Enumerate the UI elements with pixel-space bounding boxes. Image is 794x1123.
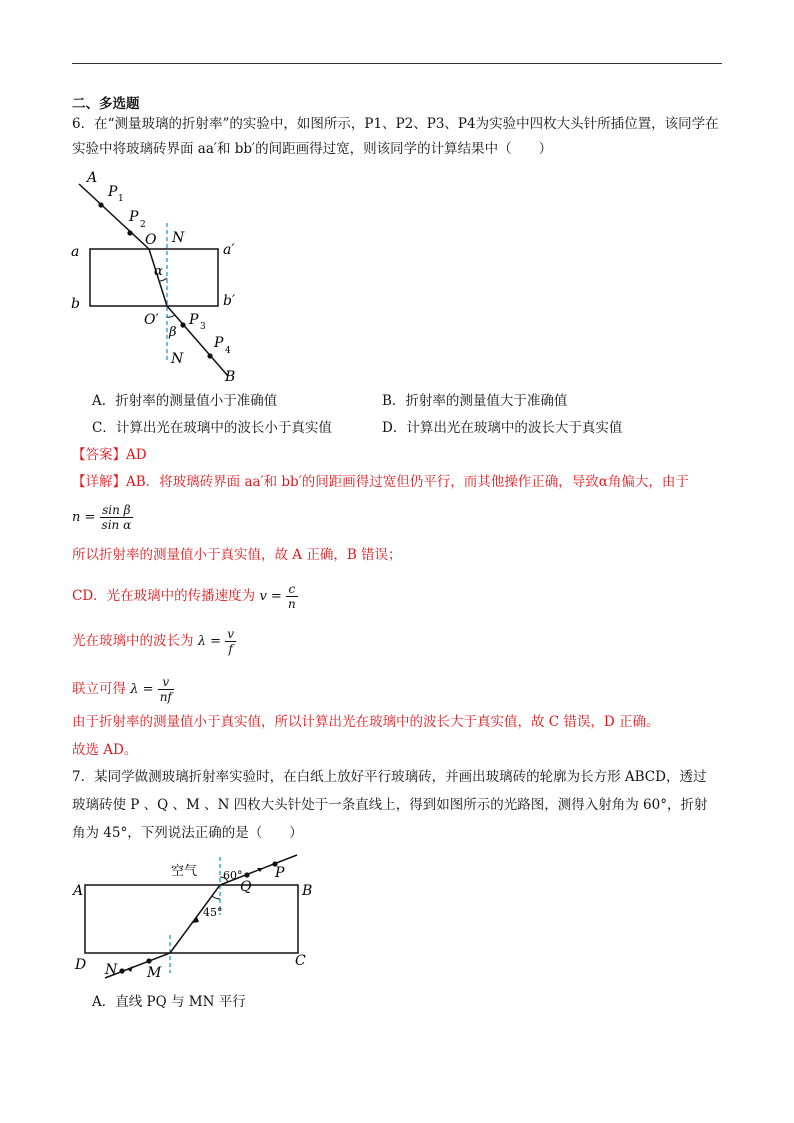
label-beta: β [169,325,177,340]
formula-n-den: sin α [101,518,132,532]
beta-arc [167,315,175,317]
q6-detail-line4 [72,627,236,656]
pin-p3 [180,322,185,327]
pin-M [146,958,151,963]
q6-option-c: C．计算出光在玻璃中的波长小于真实值 [92,420,332,436]
q6-stem-line1: 6．在“测量玻璃的折射率”的实验中，如图所示，P1、P2、P3、P4为实验中四枚大头针所插位置，该同学在 [72,116,719,132]
pin-p2 [127,230,132,235]
label-P2: P [129,209,139,225]
q6-detail-line1: 【详解】AB．将玻璃砖界面 aa′和 bb′的间距画得过宽但仍平行，而其他操作正确，导致α角偏大，由于 [72,474,689,490]
label-alpha: α [154,264,163,279]
formula-n [72,503,133,532]
label-a: a [71,244,80,260]
label-D7: D [75,957,87,973]
label-angle45: 45° [203,906,223,919]
formula-lambda-num: v [227,627,234,641]
q7-stem-line1: 7．某同学做测玻璃折射率实验时，在白纸上放好平行玻璃砖，并画出玻璃砖的轮廓为长方形 ABCD，透过 [72,769,707,785]
q6-detail-line7: 故选 AD。 [72,742,138,758]
q6-detail-line5 [72,675,174,704]
angle45-arc [212,896,220,899]
q6-detail-line6: 由于折射率的测量值小于真实值，所以计算出光在玻璃中的波长大于真实值，故 C 错误，D 正确。 [72,714,660,730]
formula-n-num: sin β [100,503,134,518]
q6-detail-line2: 所以折射率的测量值小于真实值，故 A 正确，B 错误； [72,547,402,563]
label-P4: P [214,335,224,351]
pin-p1 [98,202,103,207]
q7-light-ray [105,855,297,978]
q6-detail-line5-text: 联立可得 [72,681,126,697]
label-A: A [87,170,98,186]
label-B7: B [302,883,313,899]
label-B: B [225,369,236,385]
light-ray [79,184,228,376]
q7-stem-line3: 角为 45°，下列说法正确的是（ ） [72,825,303,841]
pin-p4 [207,353,212,358]
section-title: 二、多选题 [72,96,140,112]
q6-option-a: A．折射率的测量值小于准确值 [92,393,278,409]
formula-lambda2-lhs: λ = [130,682,154,697]
q6-option-b: B．折射率的测量值大于准确值 [382,393,568,409]
label-P1: P [108,184,118,200]
label-O: O [145,232,157,248]
label-O-prime: O′ [144,312,159,328]
glass-block-abcd [85,885,298,953]
q6-answer: 【答案】AD [72,447,147,463]
label-M7: M [147,965,162,981]
label-P1-sub: 1 [118,194,124,204]
q6-option-d: D．计算出光在玻璃中的波长大于真实值 [382,420,623,436]
label-b: b [71,296,80,312]
arrow-3 [127,966,133,972]
label-air: 空气 [171,864,198,879]
q6-detail-line3 [72,582,298,611]
formula-n-lhs: n = [72,510,96,525]
q7-stem-line2: 玻璃砖使 P 、Q 、M 、N 四枚大头针处于一条直线上，得到如图所示的光路图，测得入射角为 60°，折射 [72,797,708,813]
label-A7: A [73,883,84,899]
label-N7: N [105,962,118,978]
label-b-prime: b′ [223,293,236,309]
label-P7: P [275,865,285,881]
label-angle60: 60° [223,869,243,882]
formula-lambda-lhs: λ = [197,634,222,649]
formula-v-num: c [286,582,298,597]
label-N-bottom: N [171,351,184,367]
q6-detail-line3-text: CD．光在玻璃中的传播速度为 [72,588,256,604]
q6-figure [65,165,265,390]
formula-v-lhs: v = [259,589,282,604]
label-a-prime: a′ [223,242,235,258]
label-P3: P [189,312,199,328]
formula-lambda2-den: nf [159,690,172,704]
pin-Q [244,872,249,877]
label-P2-sub: 2 [140,220,146,230]
q6-detail-line4-text: 光在玻璃中的波长为 [72,633,194,649]
formula-v-den: n [287,597,296,611]
label-P4-sub: 4 [225,346,231,356]
header-rule [72,63,722,64]
q7-figure [65,847,325,987]
label-N-top: N [172,230,185,246]
q6-stem-line2: 实验中将玻璃砖界面 aa′和 bb′的间距画得过宽，则该同学的计算结果中（ ） [72,141,553,157]
label-C7: C [295,953,306,969]
q7-option-a: A．直线 PQ 与 MN 平行 [92,994,246,1010]
formula-lambda-den: f [228,642,233,656]
pin-N [119,968,124,973]
formula-lambda2-num: v [158,675,174,690]
label-P3-sub: 3 [200,322,206,332]
label-Q7: Q [240,879,252,895]
